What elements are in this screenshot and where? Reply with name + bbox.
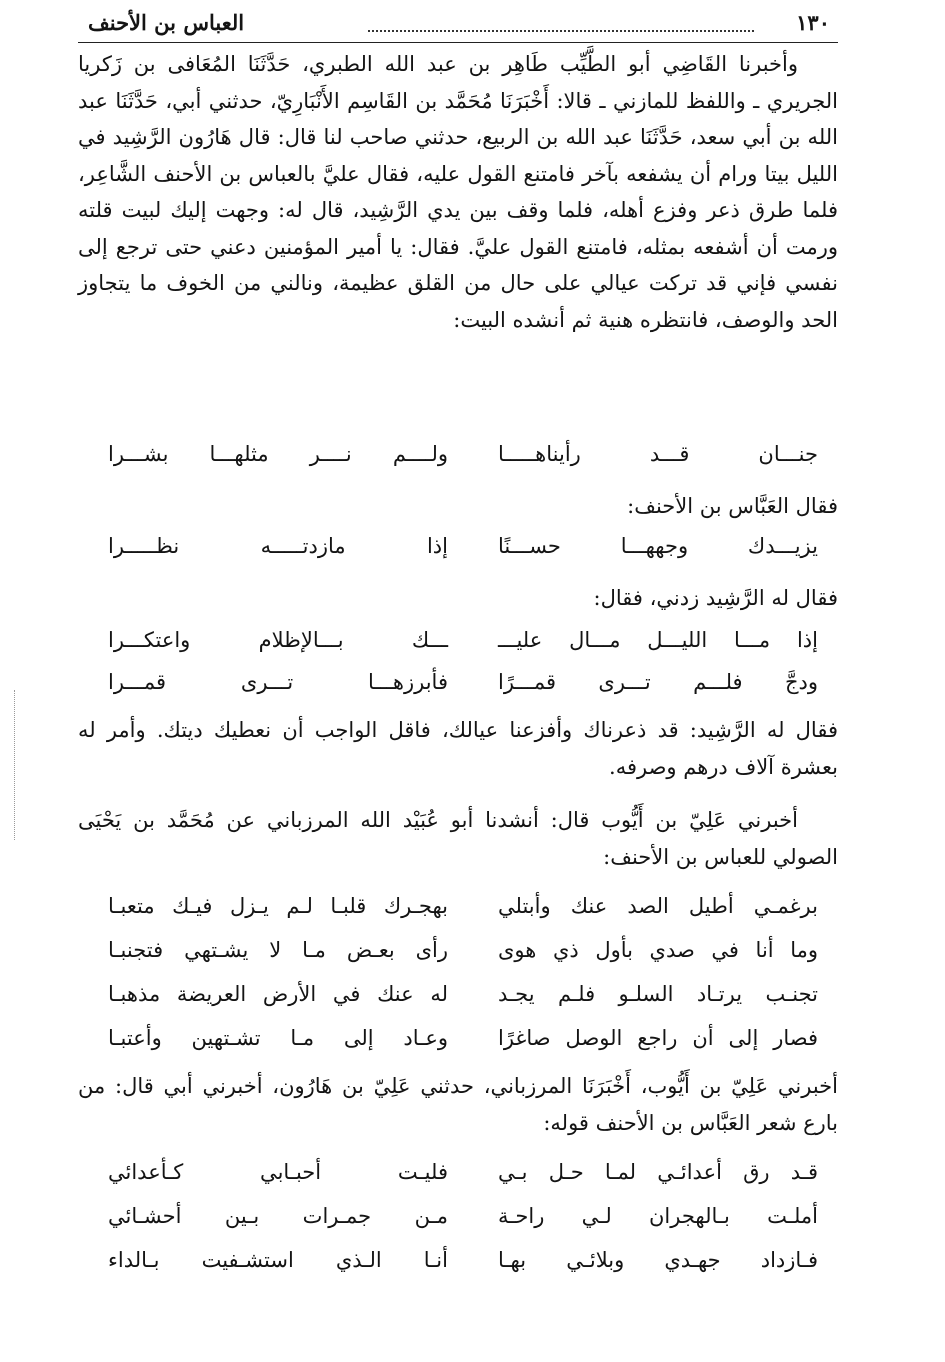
verse-line-9 bbox=[108, 1160, 818, 1196]
verse-line-7 bbox=[108, 982, 818, 1018]
header-dot-leader bbox=[368, 14, 754, 32]
verse-hemistich-left: فليـت أحبـابي كـأعدائي bbox=[108, 1160, 448, 1184]
verse-hemistich-left: وعـاد إلى مـا تشـتهين وأعتبـا bbox=[108, 1026, 448, 1050]
verse-hemistich-left: مـن جمـرات بـين أحشـائي bbox=[108, 1204, 448, 1228]
verse-hemistich-left: ـــك بـــالإظلام واعتكـــرا bbox=[108, 628, 448, 652]
verse-hemistich-right: فـازداد جهـدي وبلائـي بهـا bbox=[498, 1248, 818, 1272]
paragraph-5: أخبرني عَلِيّ بن أَيُّوب قال: أنشدنا أبو عُبَيْد الله المرزباني عن مُحَمَّد بن يَحْيَى الصولي للعباس بن الأحنف: bbox=[78, 808, 838, 869]
verse-hemistich-left: إذا مازدتـــــه نظـــــرا bbox=[108, 534, 448, 558]
verse-hemistich-left: له عنك في الأرض العريضة مذهبـا bbox=[108, 982, 448, 1006]
running-title: العباس بن الأحنف bbox=[88, 10, 245, 35]
page-number: ١٣٠ bbox=[796, 10, 830, 35]
verse-hemistich-right: ودجَّ فلـــم تـــرى قمـــرًا bbox=[498, 670, 818, 694]
verse-hemistich-left: رأى بعـض مـا لا يشـتهي فتجنبـا bbox=[108, 938, 448, 962]
verse-hemistich-right: يزيـــدك وجههـــا حســـنًا bbox=[498, 534, 818, 558]
paragraph-1: وأخبرنا القَاضِي أبو الطَّيِّب طَاهِر بن عبد الله الطبري، حَدَّثَنَا المُعَافى بن زَكريا الجريري ـ واللفظ للمازني ـ قالا: أَخْبَرَنَا مُحَمَّد بن القَاسِم الأَنْبَارِيّ، حدثني أبي، حَدَّثَنَا عبد الله بن أبي سعد، حَدَّثَنَا عبد الله بن الربيع، حدثني صاحب لنا قال: قال هَارُون الرَّشِيد في الليل بيتا ورام أن يشفعه بآخر فامتنع القول عليه، فقال عليَّ بالعباس بن الأحنف الشَّاعِر، فلما طرق ذعر وفزع أهله، فلما وقف بين يدي الرَّشِيد، قال له: وجهت إليك لبيت قلته ورمت أن أشفعه بمثله، فامتنع القول عليَّ. فقال: يا أمير المؤمنين دعني حتى ترجع إلى نفسي فإني قد تركت عيالي على حال من القلق عظيمة، ونالني من الخوف ما يتجاوز الحد والوصف، فانتظره هنية ثم أنشده البيت: bbox=[78, 52, 838, 332]
verse-line-5 bbox=[108, 894, 818, 930]
verse-line-2 bbox=[108, 534, 818, 570]
verse-hemistich-right: جنـــان قـــد رأيناهـــــا bbox=[498, 442, 818, 466]
margin-scan-artifact bbox=[14, 690, 16, 840]
verse-hemistich-left: ولــــم نــــر مثلهـــا بشـــرا bbox=[108, 442, 448, 466]
verse-hemistich-left: أنـا الـذي استشـفيت بـالداء bbox=[108, 1248, 448, 1272]
verse-line-4 bbox=[108, 670, 818, 706]
verse-line-6 bbox=[108, 938, 818, 974]
paragraph-3: فقال له الرَّشِيد زدني، فقال: bbox=[593, 586, 838, 610]
verse-hemistich-right: فصار إلى أن راجع الوصل صاغرًا bbox=[498, 1026, 818, 1050]
paragraph-2: فقال العَبَّاس بن الأحنف: bbox=[627, 494, 838, 518]
book-page bbox=[78, 0, 838, 1362]
verse-line-8 bbox=[108, 1026, 818, 1062]
verse-hemistich-right: تجنـب يرتـاد السلـو فلـم يجـد bbox=[498, 982, 818, 1006]
verse-hemistich-right: قـد رق أعدائـي لمـا حـل بـي bbox=[498, 1160, 818, 1184]
verse-line-1 bbox=[108, 442, 818, 478]
page-header bbox=[78, 8, 838, 43]
paragraph-6: أخبرني عَلِيّ بن أَيُّوب، أَخْبَرَنَا المرزباني، حدثني عَلِيّ بن هَارُون، أخبرني أبي قال: من بارع شعر العَبَّاس بن الأحنف قوله: bbox=[78, 1074, 838, 1135]
verse-hemistich-right: أملـت بـالهجران لـي راحـة bbox=[498, 1204, 818, 1228]
verse-hemistich-right: إذا مـــا الليـــل مـــال عليـــ bbox=[498, 628, 818, 652]
paragraph-4: فقال له الرَّشِيد: قد ذعرناك وأفزعنا عيالك، فاقل الواجب أن نعطيك ديتك. وأمر له بعشرة آلاف درهم وصرفه. bbox=[78, 718, 838, 779]
verse-hemistich-right: برغمـي أطيل الصد عنك وأبتلي bbox=[498, 894, 818, 918]
verse-hemistich-right: وما أنا في صدي بأول ذي هوى bbox=[498, 938, 818, 962]
verse-line-3 bbox=[108, 628, 818, 664]
verse-hemistich-left: فأبرزهـــا تـــرى قمـــرا bbox=[108, 670, 448, 694]
verse-line-11 bbox=[108, 1248, 818, 1284]
verse-hemistich-left: بهجـرك قلبـا لـم يـزل فيـك متعبـا bbox=[108, 894, 448, 918]
verse-line-10 bbox=[108, 1204, 818, 1240]
